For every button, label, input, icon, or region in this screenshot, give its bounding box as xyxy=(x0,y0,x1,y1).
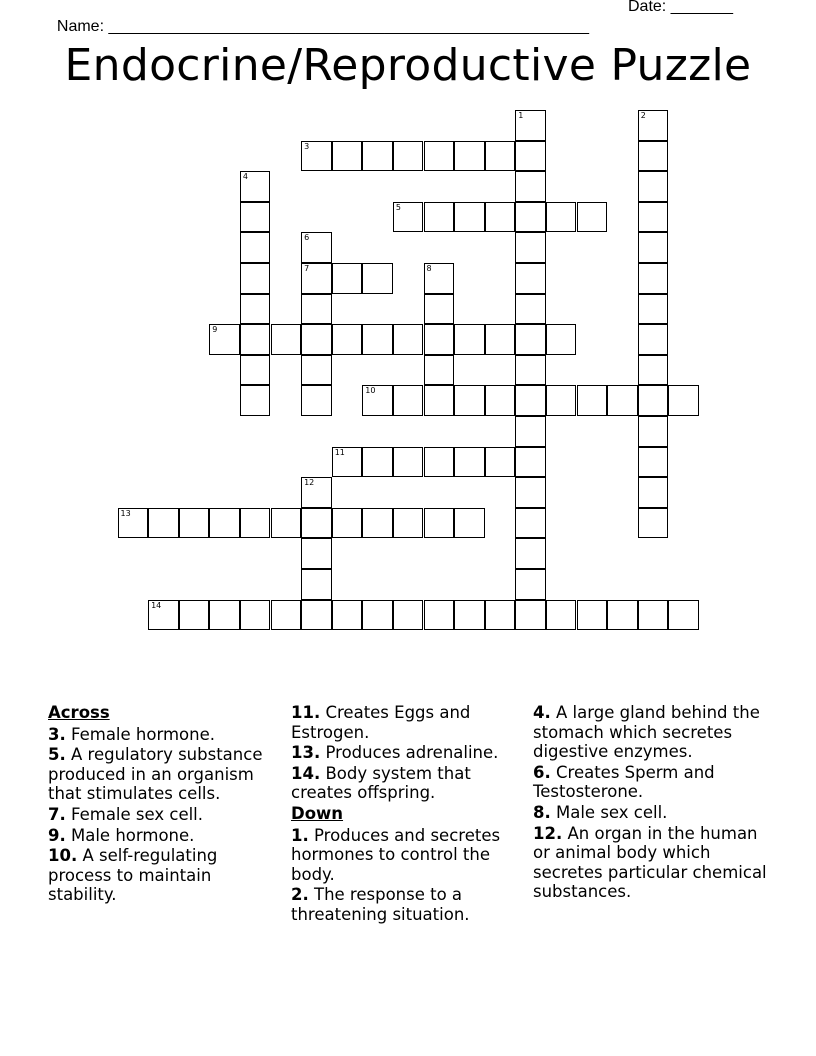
crossword-cell[interactable] xyxy=(301,508,332,539)
crossword-cell[interactable] xyxy=(485,600,516,631)
crossword-cell[interactable] xyxy=(546,202,577,233)
clue-down-6 xyxy=(533,763,769,802)
crossword-cell[interactable] xyxy=(515,324,546,355)
clue-number: 3. xyxy=(48,724,66,744)
crossword-cell[interactable] xyxy=(424,141,455,172)
crossword-cell[interactable] xyxy=(424,324,455,355)
clue-text: Produces adrenaline. xyxy=(325,743,499,763)
crossword-cell[interactable] xyxy=(332,324,363,355)
clue-number-label: 8 xyxy=(426,264,432,273)
clue-text: Female sex cell. xyxy=(71,804,204,824)
crossword-cell[interactable] xyxy=(332,447,363,478)
crossword-cell[interactable] xyxy=(485,202,516,233)
crossword-cell[interactable] xyxy=(240,263,271,294)
across-heading: Across xyxy=(48,703,110,722)
clue-number-label: 1 xyxy=(518,111,524,120)
crossword-cell[interactable] xyxy=(424,263,455,294)
clue-down-2 xyxy=(291,885,523,924)
crossword-cell[interactable] xyxy=(240,385,271,416)
crossword-cell[interactable] xyxy=(577,600,608,631)
crossword-cell[interactable] xyxy=(515,569,546,600)
clues-column-1 xyxy=(48,703,280,906)
crossword-cell[interactable] xyxy=(515,355,546,386)
crossword-cell[interactable] xyxy=(638,385,669,416)
clue-number-label: 3 xyxy=(304,141,310,151)
date-field-label: Date: _______ xyxy=(628,0,733,15)
crossword-cell[interactable] xyxy=(301,141,332,172)
crossword-cell[interactable] xyxy=(393,202,424,233)
crossword-cell[interactable] xyxy=(271,600,302,631)
clue-number: 9. xyxy=(48,825,66,845)
clue-number-label: 6 xyxy=(304,233,310,243)
crossword-cell[interactable] xyxy=(485,447,516,478)
crossword-cell[interactable] xyxy=(240,171,271,202)
crossword-cell[interactable] xyxy=(209,324,240,355)
crossword-cell[interactable] xyxy=(638,508,669,539)
clue-number-label: 10 xyxy=(365,386,376,396)
clue-across-10 xyxy=(48,846,280,905)
clue-number-label: 2 xyxy=(640,111,646,120)
crossword-cell[interactable] xyxy=(393,141,424,172)
crossword-cell[interactable] xyxy=(301,538,332,569)
crossword-cell[interactable] xyxy=(515,600,546,631)
crossword-cell[interactable] xyxy=(393,447,424,478)
crossword-cell[interactable] xyxy=(454,141,485,172)
crossword-cell[interactable] xyxy=(638,141,669,172)
crossword-cell[interactable] xyxy=(240,355,271,386)
crossword-cell[interactable] xyxy=(301,263,332,294)
crossword-cell[interactable] xyxy=(577,385,608,416)
crossword-cell[interactable] xyxy=(362,324,393,355)
clue-number: 12. xyxy=(533,823,563,843)
crossword-cell[interactable] xyxy=(638,324,669,355)
crossword-cell[interactable] xyxy=(362,508,393,539)
name-field-label: Name: ______________________________________________________ xyxy=(56,18,589,35)
crossword-cell[interactable] xyxy=(577,202,608,233)
crossword-cell[interactable] xyxy=(485,141,516,172)
crossword-cell[interactable] xyxy=(515,263,546,294)
clue-text: A regulatory substance produced in an organism that stimulates cells. xyxy=(48,745,263,804)
crossword-cell[interactable] xyxy=(332,263,363,294)
crossword-cell[interactable] xyxy=(424,355,455,386)
clue-text: An organ in the human or animal body which secretes particular chemical substances. xyxy=(533,823,767,902)
crossword-cell[interactable] xyxy=(393,324,424,355)
crossword-cell[interactable] xyxy=(393,508,424,539)
crossword-cell[interactable] xyxy=(118,508,149,539)
crossword-cell[interactable] xyxy=(393,385,424,416)
crossword-cell[interactable] xyxy=(362,385,393,416)
clue-number-label: 12 xyxy=(304,478,315,488)
crossword-cell[interactable] xyxy=(638,110,669,141)
crossword-cell[interactable] xyxy=(638,202,669,233)
clue-number-label: 5 xyxy=(395,202,401,212)
crossword-cell[interactable] xyxy=(301,355,332,386)
down-heading: Down xyxy=(291,803,344,823)
crossword-cell[interactable] xyxy=(454,447,485,478)
crossword-cell[interactable] xyxy=(515,110,546,141)
crossword-cell[interactable] xyxy=(515,538,546,569)
clue-text: Male hormone. xyxy=(71,825,195,845)
clue-number: 2. xyxy=(291,885,309,905)
clue-number: 1. xyxy=(291,825,309,845)
crossword-cell[interactable] xyxy=(424,600,455,631)
crossword-cell[interactable] xyxy=(209,508,240,539)
crossword-cell[interactable] xyxy=(638,232,669,263)
crossword-cell[interactable] xyxy=(454,600,485,631)
clue-across-5 xyxy=(48,745,280,804)
crossword-cell[interactable] xyxy=(638,447,669,478)
crossword-cell[interactable] xyxy=(424,508,455,539)
crossword-cell[interactable] xyxy=(638,294,669,325)
clue-number: 4. xyxy=(533,703,551,722)
clue-text: Produces and secretes hormones to control the body. xyxy=(291,825,501,884)
crossword-cell[interactable] xyxy=(301,385,332,416)
crossword-cell[interactable] xyxy=(362,141,393,172)
clue-across-7 xyxy=(48,805,280,825)
crossword-cell[interactable] xyxy=(301,324,332,355)
clue-text: A self-regulating process to maintain stability. xyxy=(48,846,218,905)
crossword-cell[interactable] xyxy=(240,202,271,233)
clue-text: Creates Sperm and Testosterone. xyxy=(533,762,715,802)
clue-across-14 xyxy=(291,764,523,803)
clue-text: Female hormone. xyxy=(71,724,215,744)
crossword-cell[interactable] xyxy=(301,294,332,325)
crossword-cell[interactable] xyxy=(607,600,638,631)
clue-number: 5. xyxy=(48,745,66,765)
crossword-cell[interactable] xyxy=(515,508,546,539)
crossword-cell[interactable] xyxy=(424,385,455,416)
clue-down-1 xyxy=(291,826,523,885)
crossword-cell[interactable] xyxy=(638,416,669,447)
clues-column-3 xyxy=(533,703,769,903)
crossword-cell[interactable] xyxy=(546,385,577,416)
crossword-cell[interactable] xyxy=(424,294,455,325)
crossword-cell[interactable] xyxy=(209,600,240,631)
clue-across-11 xyxy=(291,703,523,742)
crossword-cell[interactable] xyxy=(668,385,699,416)
clue-text: Body system that creates offspring. xyxy=(291,763,471,803)
crossword-cell[interactable] xyxy=(393,600,424,631)
clue-across-13 xyxy=(291,743,523,763)
clue-text: Male sex cell. xyxy=(556,802,668,822)
crossword-cell[interactable] xyxy=(454,508,485,539)
clue-number-label: 11 xyxy=(334,447,345,457)
crossword-cell[interactable] xyxy=(301,477,332,508)
crossword-cell[interactable] xyxy=(515,202,546,233)
crossword-cell[interactable] xyxy=(668,600,699,631)
crossword-cell[interactable] xyxy=(515,294,546,325)
page-title: Endocrine/Reproductive Puzzle xyxy=(64,40,752,91)
crossword-cell[interactable] xyxy=(515,141,546,172)
crossword-cell[interactable] xyxy=(454,324,485,355)
crossword-cell[interactable] xyxy=(454,202,485,233)
crossword-cell[interactable] xyxy=(362,447,393,478)
crossword-cell[interactable] xyxy=(179,508,210,539)
crossword-cell[interactable] xyxy=(638,263,669,294)
crossword-cell[interactable] xyxy=(240,232,271,263)
crossword-cell[interactable] xyxy=(362,600,393,631)
clue-number: 13. xyxy=(291,743,321,763)
crossword-cell[interactable] xyxy=(179,600,210,631)
crossword-cell[interactable] xyxy=(301,232,332,263)
crossword-cell[interactable] xyxy=(638,355,669,386)
crossword-cell[interactable] xyxy=(546,600,577,631)
clue-number-label: 13 xyxy=(120,508,131,518)
crossword-cell[interactable] xyxy=(332,600,363,631)
crossword-cell[interactable] xyxy=(515,171,546,202)
clue-down-8 xyxy=(533,803,769,823)
crossword-cell[interactable] xyxy=(240,508,271,539)
crossword-cell[interactable] xyxy=(424,202,455,233)
clue-text: Creates Eggs and Estrogen. xyxy=(291,703,471,742)
crossword-cell[interactable] xyxy=(332,508,363,539)
crossword-cell[interactable] xyxy=(271,508,302,539)
crossword-cell[interactable] xyxy=(332,141,363,172)
clue-number: 11. xyxy=(291,703,321,722)
clue-number: 14. xyxy=(291,763,321,783)
crossword-cell[interactable] xyxy=(485,385,516,416)
crossword-cell[interactable] xyxy=(301,569,332,600)
crossword-cell[interactable] xyxy=(362,263,393,294)
crossword-cell[interactable] xyxy=(454,385,485,416)
clue-text: A large gland behind the stomach which secretes digestive enzymes. xyxy=(533,703,760,762)
clue-number: 8. xyxy=(533,802,551,822)
crossword-cell[interactable] xyxy=(485,324,516,355)
crossword-cell[interactable] xyxy=(546,324,577,355)
crossword-cell[interactable] xyxy=(515,385,546,416)
crossword-cell[interactable] xyxy=(638,600,669,631)
crossword-cell[interactable] xyxy=(271,324,302,355)
crossword-cell[interactable] xyxy=(607,385,638,416)
clue-number-label: 4 xyxy=(242,172,248,182)
clue-number: 6. xyxy=(533,762,551,782)
crossword-cell[interactable] xyxy=(515,232,546,263)
clue-number-label: 9 xyxy=(212,325,218,335)
crossword-cell[interactable] xyxy=(148,600,179,631)
crossword-cell[interactable] xyxy=(515,416,546,447)
crossword-cell[interactable] xyxy=(240,600,271,631)
crossword-cell[interactable] xyxy=(515,447,546,478)
crossword-cell[interactable] xyxy=(515,477,546,508)
clue-number-label: 14 xyxy=(151,600,162,610)
crossword-cell[interactable] xyxy=(638,477,669,508)
crossword-cell[interactable] xyxy=(424,447,455,478)
crossword-cell[interactable] xyxy=(240,324,271,355)
clue-down-4 xyxy=(533,703,769,762)
clue-number: 7. xyxy=(48,804,66,824)
crossword-cell[interactable] xyxy=(301,600,332,631)
crossword-cell[interactable] xyxy=(148,508,179,539)
crossword-cell[interactable] xyxy=(240,294,271,325)
clue-number: 10. xyxy=(48,846,78,866)
clues-column-2 xyxy=(291,703,523,926)
clue-number-label: 7 xyxy=(304,264,310,273)
crossword-cell[interactable] xyxy=(638,171,669,202)
clue-across-3 xyxy=(48,725,280,745)
clue-text: The response to a threatening situation. xyxy=(291,885,470,924)
clue-down-12 xyxy=(533,824,769,902)
clue-across-9 xyxy=(48,826,280,846)
